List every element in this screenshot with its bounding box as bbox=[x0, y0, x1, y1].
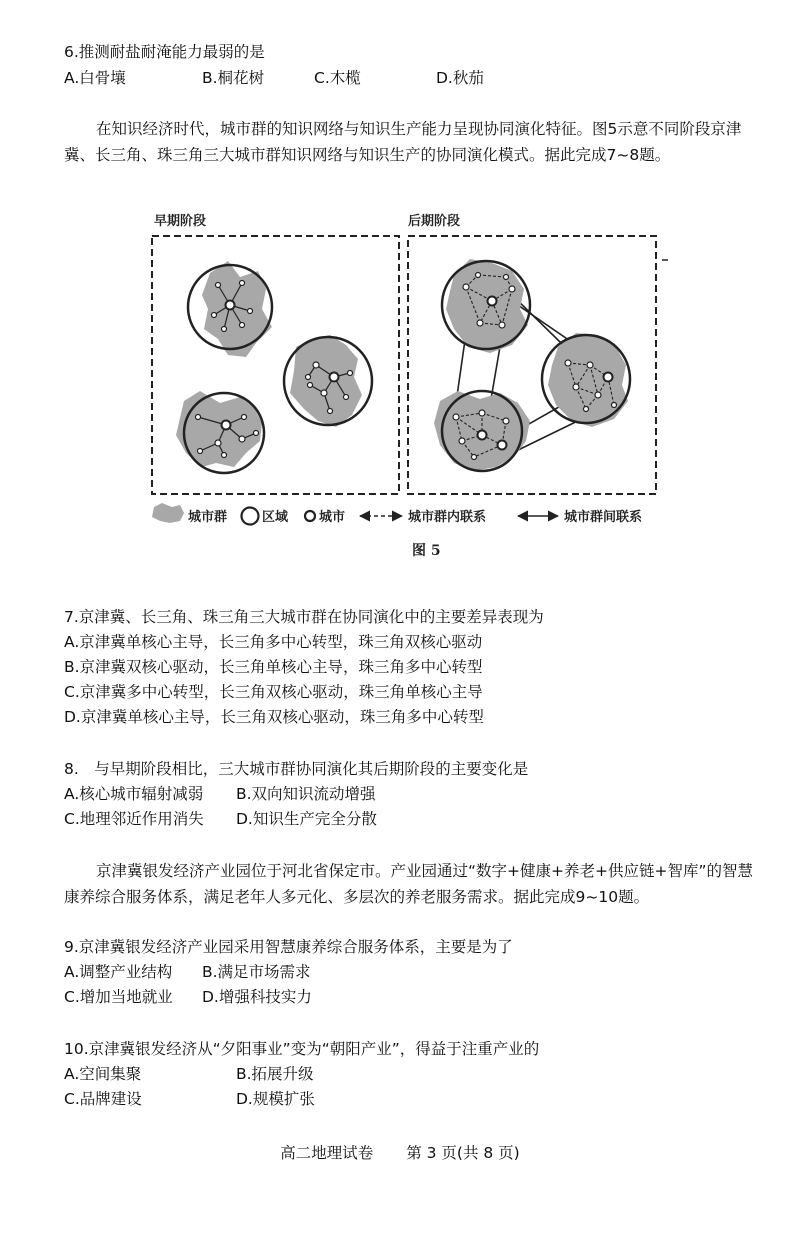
q10-option-c: C.品牌建设 bbox=[64, 1090, 142, 1108]
q9-option-c: C.增加当地就业 bbox=[64, 988, 173, 1006]
q7-option-a: A.京津冀单核心主导，长三角多中心转型，珠三角双核心驱动 bbox=[64, 633, 483, 651]
legend-region-swatch bbox=[242, 508, 259, 525]
q7-stem: 7.京津冀、长三角、珠三角三大城市群在协同演化中的主要差异表现为 bbox=[64, 608, 544, 626]
q10-option-b: B.拓展升级 bbox=[236, 1065, 314, 1083]
figure-5 bbox=[140, 205, 670, 560]
q9-option-d: D.增强科技实力 bbox=[202, 988, 312, 1006]
footer-page-number: 第 3 页(共 8 页) bbox=[406, 1144, 520, 1162]
intro-paragraph-9-10: 京津冀银发经济产业园位于河北省保定市。产业园通过“数字+健康+养老+供应链+智库”的智慧康养综合服务体系，满足老年人多元化、多层次的养老服务需求。据此完成9~10题。 bbox=[64, 862, 754, 906]
q10-stem: 10.京津冀银发经济从“夕阳事业”变为“朝阳产业”，得益于注重产业的 bbox=[64, 1040, 540, 1058]
page-footer bbox=[0, 1141, 800, 1163]
legend-inter-link: 城市群间联系 bbox=[564, 510, 643, 525]
q6-option-d: D.秋茄 bbox=[436, 69, 484, 87]
late-stage-label: 后期阶段 bbox=[408, 214, 461, 229]
q9-option-a: A.调整产业结构 bbox=[64, 963, 173, 981]
late-cluster-north bbox=[442, 259, 530, 353]
legend-city-swatch bbox=[305, 511, 315, 521]
legend-intra-link: 城市群内联系 bbox=[408, 510, 487, 525]
figure-legend bbox=[152, 503, 642, 525]
q8-option-b: B.双向知识流动增强 bbox=[236, 785, 376, 803]
footer-subject: 高二地理试卷 bbox=[280, 1144, 374, 1162]
early-cluster-east bbox=[284, 335, 372, 427]
q6-option-b: B.桐花树 bbox=[202, 69, 265, 87]
q7-option-b: B.京津冀双核心驱动，长三角单核心主导，珠三角多中心转型 bbox=[64, 658, 483, 676]
late-cluster-south bbox=[434, 391, 530, 471]
q7-option-d: D.京津冀单核心主导，长三角双核心驱动，珠三角多中心转型 bbox=[64, 708, 484, 726]
legend-city-cluster: 城市群 bbox=[188, 510, 228, 525]
q7-option-c: C.京津冀多中心转型，长三角双核心驱动，珠三角单核心主导 bbox=[64, 683, 483, 701]
q8-option-d: D.知识生产完全分散 bbox=[236, 810, 377, 828]
early-cluster-south bbox=[176, 391, 264, 473]
intro-paragraph-7-8: 在知识经济时代，城市群的知识网络与知识生产能力呈现协同演化特征。图5示意不同阶段京津冀、长三角、珠三角三大城市群知识网络与知识生产的协同演化模式。据此完成7~8题。 bbox=[64, 120, 742, 164]
q9-option-b: B.满足市场需求 bbox=[202, 963, 311, 981]
q10-option-a: A.空间集聚 bbox=[64, 1065, 142, 1083]
q9-stem: 9.京津冀银发经济产业园采用智慧康养综合服务体系，主要是为了 bbox=[64, 938, 513, 956]
q10-option-d: D.规模扩张 bbox=[236, 1090, 315, 1108]
q6-stem: 6.推测耐盐耐淹能力最弱的是 bbox=[64, 43, 265, 61]
q6-option-c: C.木榄 bbox=[314, 69, 361, 87]
q8-option-c: C.地理邻近作用消失 bbox=[64, 810, 204, 828]
late-cluster-east bbox=[542, 333, 630, 427]
q6-option-a: A.白骨壤 bbox=[64, 69, 126, 87]
legend-city: 城市 bbox=[319, 510, 346, 525]
legend-region: 区域 bbox=[262, 510, 289, 525]
early-cluster-north bbox=[188, 261, 272, 357]
legend-cluster-swatch bbox=[152, 503, 184, 523]
q8-option-a: A.核心城市辐射减弱 bbox=[64, 785, 204, 803]
figure-caption: 图 5 bbox=[412, 543, 441, 559]
early-stage-label: 早期阶段 bbox=[154, 214, 207, 229]
q8-stem: 8. 与早期阶段相比，三大城市群协同演化其后期阶段的主要变化是 bbox=[64, 760, 529, 778]
